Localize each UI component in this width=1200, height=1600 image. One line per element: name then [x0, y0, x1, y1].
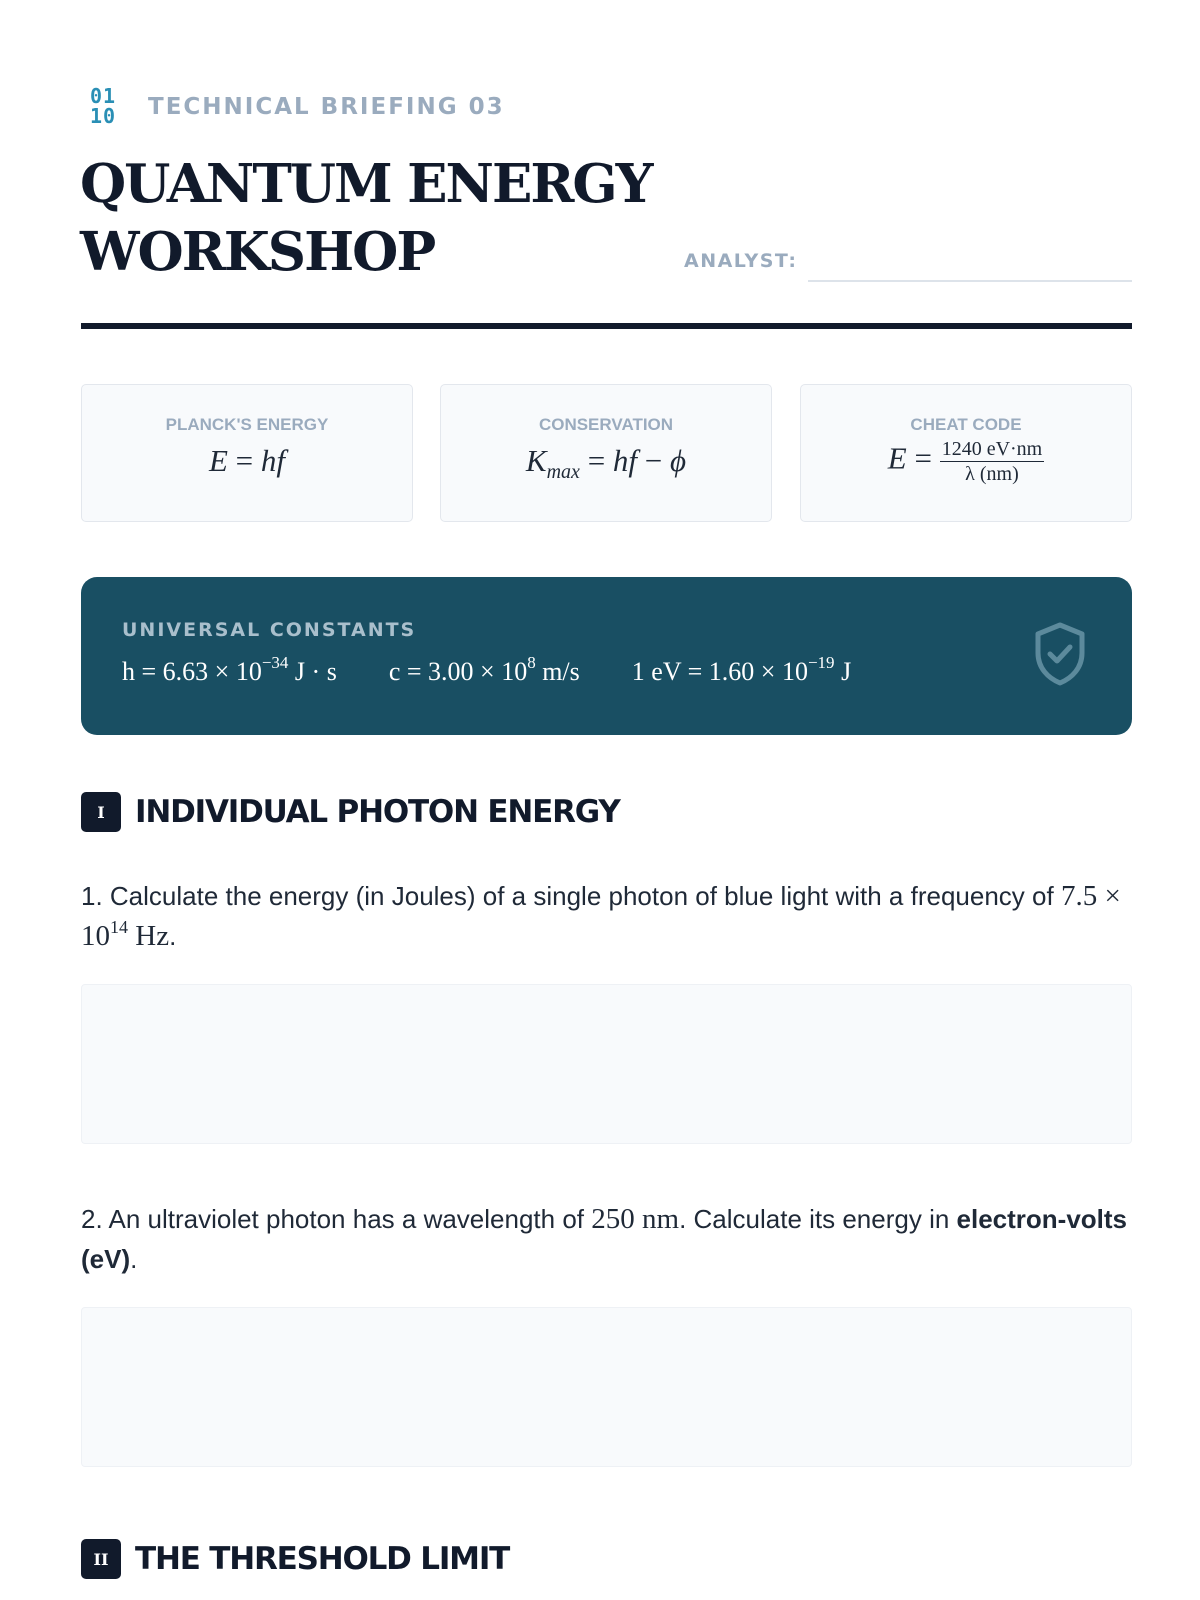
electron-volt: 1 eV = $1.60 \times 10^{-19}$ J: [631, 653, 852, 686]
constants-panel: [81, 577, 1132, 735]
answer-box-1[interactable]: [81, 984, 1132, 1144]
conservation-formula: $K_{max}$ = hf − ϕ: [525, 443, 687, 484]
header-divider: [81, 323, 1132, 329]
fraction-denominator: λ (nm): [965, 463, 1019, 485]
formula-card-cheat-code: [800, 384, 1132, 522]
formula-card-conservation: [440, 384, 772, 522]
section-numeral: II: [81, 1539, 121, 1579]
title-line-2: WORKSHOP: [80, 221, 435, 283]
speed-of-light: $c = 3.00 \times 10^8$ m/s: [388, 653, 580, 686]
briefing-label: TECHNICAL BRIEFING 03: [148, 94, 505, 120]
formula-card-planck: [81, 384, 413, 522]
constants-row: [122, 653, 852, 687]
section-numeral: I: [81, 792, 121, 832]
shield-check-icon: [1032, 621, 1088, 687]
analyst-label: ANALYST:: [684, 250, 798, 272]
section-heading-1: [81, 792, 620, 832]
question-2: 2. An ultraviolet photon has a wavelength of 250 nm. Calculate its energy in electron-volts (eV).: [81, 1203, 1128, 1274]
section-title: INDIVIDUAL PHOTON ENERGY: [135, 794, 620, 830]
constants-label: UNIVERSAL CONSTANTS: [122, 619, 417, 641]
planck-constant: $h = 6.63 \times 10^{-34}$ J · s: [122, 653, 337, 686]
formula-label: CONSERVATION: [538, 415, 674, 434]
section-heading-2: [81, 1539, 509, 1579]
page-title: [80, 150, 652, 286]
fraction: [940, 437, 1045, 486]
question-math: $7.5 \times 10^{14}$ Hz: [81, 880, 1121, 952]
formula-label: PLANCK'S ENERGY: [165, 415, 329, 434]
formula-label: CHEAT CODE: [910, 415, 1022, 434]
title-line-1: QUANTUM ENERGY: [80, 153, 652, 215]
section-title: THE THRESHOLD LIMIT: [135, 1541, 510, 1577]
fraction-numerator: 1240 eV·nm: [941, 438, 1043, 460]
question-emphasis: electron-volts (eV): [81, 1204, 1128, 1274]
question-1: 1. Calculate the energy (in Joules) of a single photon of blue light with a frequency of $7.5 \times 10^{14}$ Hz.: [81, 880, 1121, 952]
answer-box-2[interactable]: [81, 1307, 1132, 1467]
binary-icon: 01 10: [90, 84, 117, 128]
question-math: 250 nm: [591, 1203, 680, 1235]
planck-formula: E = hf: [208, 443, 286, 478]
cheat-code-formula: E = $\frac{1240 eV\cdot nm}{\lambda (nm)}$: [887, 438, 1043, 485]
analyst-field[interactable]: [808, 280, 1132, 282]
briefing-eyebrow: [90, 86, 505, 128]
